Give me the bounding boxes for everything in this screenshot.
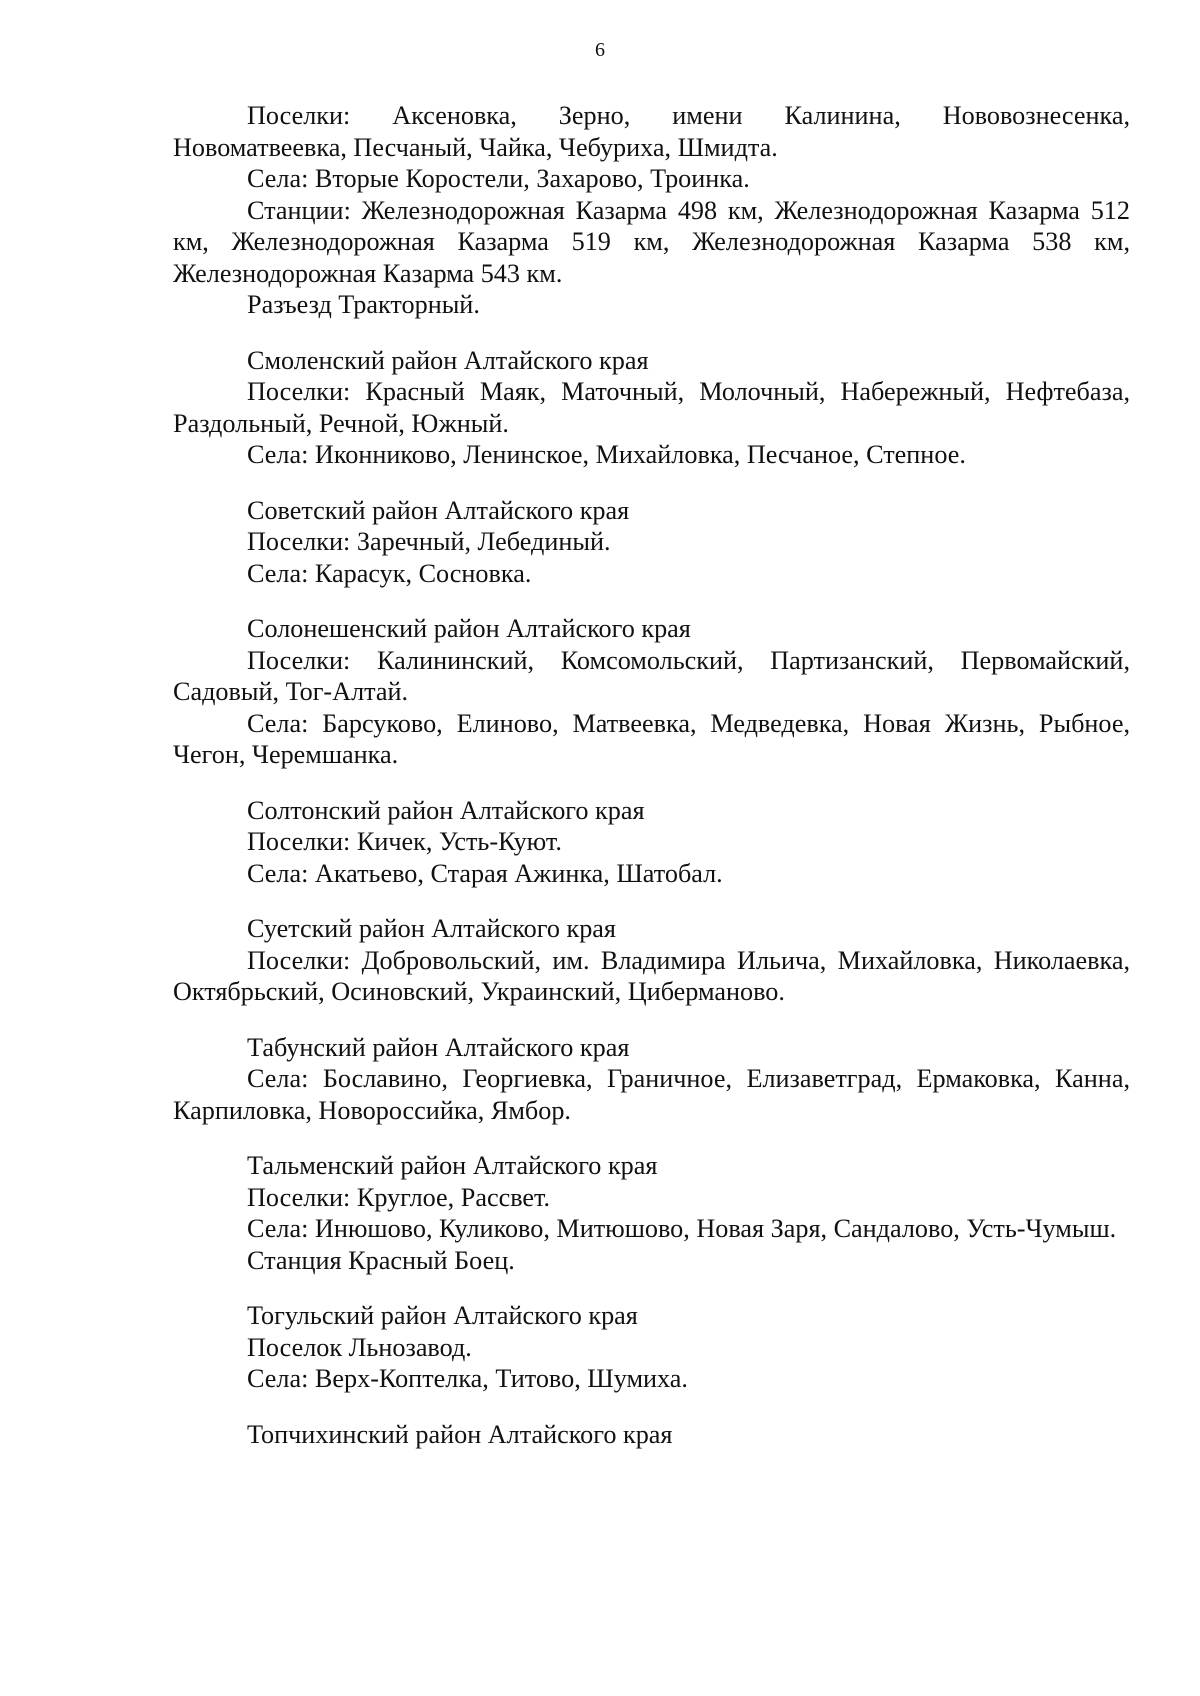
district-title: Топчихинский район Алтайского края bbox=[247, 1419, 673, 1449]
page-number: 6 bbox=[595, 39, 605, 61]
district-title: Табунский район Алтайского края bbox=[247, 1032, 630, 1062]
paragraph: Поселки: Красный Маяк, Маточный, Молочный, Набережный, Нефтебаза, Раздольный, Речной, Южный. bbox=[173, 377, 1130, 438]
intro-section bbox=[173, 100, 1130, 321]
district-section bbox=[173, 913, 1130, 1008]
district-section bbox=[173, 1150, 1130, 1276]
district-title: Солтонский район Алтайского края bbox=[247, 795, 645, 825]
paragraph: Поселки: Добровольский, им. Владимира Ильича, Михайловка, Николаевка, Октябрьский, Осиновский, Украинский, Циберманово. bbox=[173, 945, 1130, 1006]
paragraph: Села: Акатьево, Старая Ажинка, Шатобал. bbox=[247, 858, 723, 888]
district-section bbox=[173, 345, 1130, 471]
district-title: Советский район Алтайского края bbox=[247, 495, 630, 525]
document-body bbox=[173, 100, 1130, 1450]
district-section bbox=[173, 1032, 1130, 1127]
paragraph: Поселки: Калининский, Комсомольский, Партизанский, Первомайский, Садовый, Тог-Алтай. bbox=[173, 645, 1130, 706]
district-title: Тогульский район Алтайского края bbox=[247, 1301, 638, 1330]
paragraph: Станции: Железнодорожная Казарма 498 км, Железнодорожная Казарма 512 км, Железнодорожная Казарма 519 км, Железнодорожная Казарма 538 км, Железнодорожная Казарма 543 км. bbox=[173, 195, 1130, 288]
paragraph: Поселок Льнозавод. bbox=[247, 1332, 472, 1362]
district-title: Тальменский район Алтайского края bbox=[247, 1151, 658, 1180]
paragraph: Села: Бославино, Георгиевка, Граничное, Елизаветград, Ермаковка, Канна, Карпиловка, Новороссийка, Ямбор. bbox=[173, 1064, 1130, 1125]
district-title: Смоленский район Алтайского края bbox=[247, 345, 649, 375]
district-section bbox=[173, 613, 1130, 771]
paragraph: Села: Верх-Коптелка, Титово, Шумиха. bbox=[247, 1364, 688, 1393]
paragraph: Станция Красный Боец. bbox=[247, 1245, 515, 1275]
paragraph: Поселки: Круглое, Рассвет. bbox=[247, 1182, 551, 1212]
paragraph: Села: Инюшово, Куликово, Митюшово, Новая Заря, Сандалово, Усть-Чумыш. bbox=[247, 1214, 1117, 1243]
paragraph: Села: Карасук, Сосновка. bbox=[247, 558, 532, 588]
district-section bbox=[173, 1300, 1130, 1395]
paragraph: Разъезд Тракторный. bbox=[247, 290, 480, 319]
district-section bbox=[173, 795, 1130, 890]
paragraph: Поселки: Аксеновка, Зерно, имени Калинина, Нововознесенка, Новоматвеевка, Песчаный, Чайка, Чебуриха, Шмидта. bbox=[173, 101, 1130, 162]
district-section bbox=[173, 1419, 1130, 1451]
district-title: Суетский район Алтайского края bbox=[247, 914, 616, 943]
district-title: Солонешенский район Алтайского края bbox=[247, 614, 691, 643]
paragraph: Поселки: Кичек, Усть-Куют. bbox=[247, 827, 562, 856]
paragraph: Села: Вторые Коростели, Захарово, Троинка. bbox=[247, 164, 750, 193]
paragraph: Села: Барсуково, Елиново, Матвеевка, Медведевка, Новая Жизнь, Рыбное, Чегон, Черемшанка. bbox=[173, 708, 1130, 769]
paragraph: Села: Иконниково, Ленинское, Михайловка, Песчаное, Степное. bbox=[247, 440, 966, 469]
paragraph: Поселки: Заречный, Лебединый. bbox=[247, 527, 611, 556]
district-section bbox=[173, 495, 1130, 590]
